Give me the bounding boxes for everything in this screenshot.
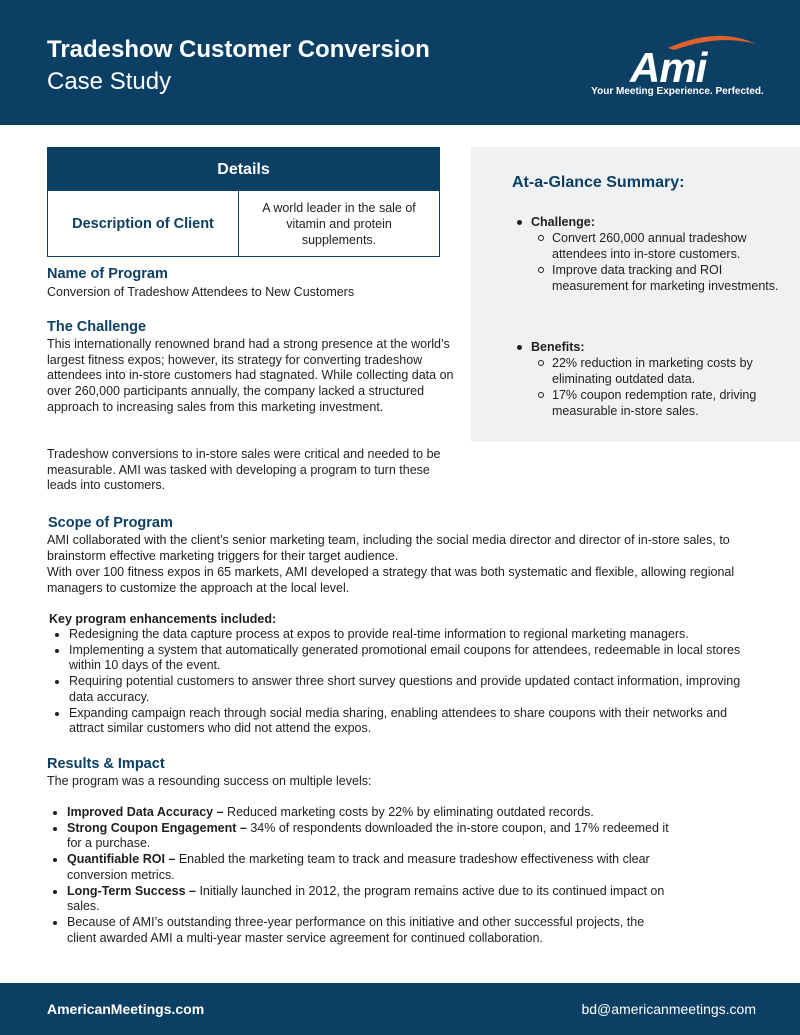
client-label: Description of Client [48,191,239,256]
list-item [47,915,672,946]
header-banner [0,0,800,125]
benefits-label: Benefits: [517,339,787,355]
result-label: Long-Term Success – [67,883,196,898]
details-table [47,147,440,257]
challenge-paragraph: This internationally renowned brand had a strong presence at the world’s largest fitness expos; however, its strategy for converting tradeshow attendees into in-store customers had stagnated. While collecting data on over 260,000 participants annually, the company lacked a structured approach to increasing sales from this marketing investment. [47,337,454,414]
results-list [47,805,672,946]
result-label: Improved Data Accuracy – [67,805,224,819]
list-item: Redesigning the data capture process at expos to provide real-time information to regional marketing managers. [49,627,764,643]
scope-paragraph-2: With over 100 fitness expos in 65 markets, AMI developed a strategy that was both systematic and flexible, allowing regional managers to customize the approach at the local level. [47,565,735,595]
enhancements-list [49,627,764,737]
result-label: Strong Coupon Engagement – [67,820,247,835]
client-description: A world leader in the sale of vitamin and protein supplements. [262,200,416,247]
list-item [47,884,672,915]
benefit-item: 17% coupon redemption rate, driving measurable in-store sales. [517,387,787,419]
results-heading: Results & Impact [47,756,165,772]
list-item [47,821,672,852]
scope-heading: Scope of Program [48,515,173,531]
page-title: Tradeshow Customer Conversion [47,36,430,63]
program-heading: Name of Program [47,266,168,282]
benefits-group [517,339,787,419]
challenge-label: Challenge: [517,214,787,230]
email-link[interactable]: bd@americanmeetings.com [581,1001,756,1017]
result-text: Because of AMI’s outstanding three-year performance on this initiative and other successful projects, the client awarded AMI a multi-year master service agreement for continued collaboration. [67,914,645,945]
results-intro: The program was a resounding success on multiple levels: [47,774,372,788]
list-item: Implementing a system that automatically generated promotional email coupons for attendees, redeemable in local stores within 10 days of the event. [49,643,764,674]
benefit-item: 22% reduction in marketing costs by eliminating outdated data. [517,355,787,387]
result-text: 34% of respondents downloaded the in-store coupon, and 17% redeemed it for a purchase. [67,820,669,851]
challenge-group [517,214,787,294]
scope-paragraph: AMI collaborated with the client’s senior marketing team, including the social media director and director of in-store sales, to brainstorm effective marketing triggers for their target audience. [47,533,730,563]
list-item: Requiring potential customers to answer three short survey questions and provide updated contact information, improving data accuracy. [49,674,764,705]
details-row [48,191,439,256]
logo-wordmark: Ami [630,44,707,91]
result-text: Initially launched in 2012, the program remains active due to its continued impact on sales. [67,883,665,914]
challenge-item: Convert 260,000 annual tradeshow attendees into in-store customers. [517,230,787,262]
result-text: Reduced marketing costs by 22% by eliminating outdated records. [223,805,594,819]
website-link[interactable]: AmericanMeetings.com [47,1001,205,1017]
footer-banner [0,983,800,1035]
challenge-paragraph-2: Tradeshow conversions to in-store sales were critical and needed to be measurable. AMI was tasked with developing a program to turn these leads into customers. [47,447,441,493]
details-heading: Details [48,148,439,191]
enhancements-title: Key program enhancements included: [49,612,277,626]
list-item: Expanding campaign reach through social media sharing, enabling attendees to share coupons with their networks and attract similar customers who did not attend the expos. [49,706,764,737]
result-text: Enabled the marketing team to track and measure tradeshow effectiveness with clear conversion metrics. [67,852,650,882]
logo-tagline: Your Meeting Experience. Perfected. [591,86,764,97]
at-a-glance-panel [471,147,800,442]
challenge-heading: The Challenge [47,319,147,335]
list-item [47,852,672,883]
challenge-item: Improve data tracking and ROI measurement for marketing investments. [517,262,787,294]
list-item [47,805,672,821]
result-label: Quantifiable ROI – [67,852,176,867]
ami-logo [590,30,765,102]
program-name: Conversion of Tradeshow Attendees to New Customers [47,285,355,299]
page-subtitle: Case Study [47,68,172,95]
glance-title: At-a-Glance Summary: [512,174,685,191]
